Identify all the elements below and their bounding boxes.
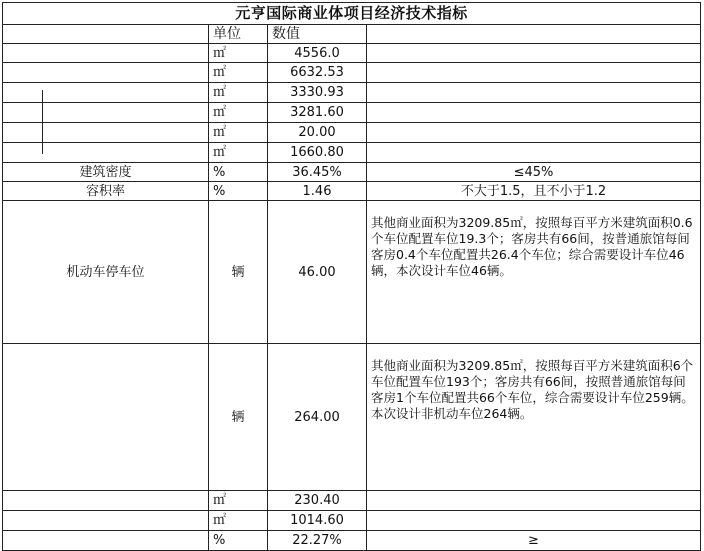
table-row	[3, 201, 701, 344]
row-value: 20.00	[268, 123, 367, 143]
row-note: ≥	[367, 531, 701, 551]
table-row	[3, 44, 701, 63]
table-row	[3, 163, 701, 182]
row-value: 46.00	[268, 201, 367, 344]
row-note	[367, 44, 701, 63]
row-label	[3, 83, 209, 103]
row-value: 4556.0	[268, 44, 367, 63]
row-label	[3, 103, 209, 123]
row-unit: ㎡	[209, 491, 268, 511]
row-unit: ㎡	[209, 44, 268, 63]
merged-cell-divider	[42, 90, 43, 154]
row-note	[367, 83, 701, 103]
row-unit: ㎡	[209, 83, 268, 103]
table-row	[3, 491, 701, 511]
row-label	[3, 123, 209, 143]
row-note: 其他商业面积为3209.85㎡，按照每百平方米建筑面积6个车位配置车位193个；客房共有66间，按照普通旅馆每间客房1个车位配置共66个车位，综合需要设计车位259辆。本次设计非机动车位264辆。	[367, 344, 701, 491]
row-unit: 辆	[209, 201, 268, 344]
header-name-cell	[3, 25, 209, 44]
row-unit: ㎡	[209, 123, 268, 143]
row-unit: ㎡	[209, 143, 268, 163]
row-note	[367, 123, 701, 143]
row-unit: ㎡	[209, 103, 268, 123]
row-note	[367, 143, 701, 163]
row-label: 建筑密度	[3, 163, 209, 182]
row-unit: %	[209, 182, 268, 201]
row-value: 1660.80	[268, 143, 367, 163]
table-row	[3, 83, 701, 103]
table-row	[3, 103, 701, 123]
header-note-cell	[367, 25, 701, 44]
table-row	[3, 511, 701, 531]
row-note	[367, 103, 701, 123]
row-value: 36.45%	[268, 163, 367, 182]
table-row	[3, 143, 701, 163]
table-row	[3, 344, 701, 491]
table-row	[3, 182, 701, 201]
table-row	[3, 63, 701, 83]
row-value: 3281.60	[268, 103, 367, 123]
indicator-table	[2, 2, 701, 551]
row-value: 22.27%	[268, 531, 367, 551]
row-unit: %	[209, 163, 268, 182]
row-unit: 辆	[209, 344, 268, 491]
table-row	[3, 531, 701, 551]
row-label	[3, 511, 209, 531]
row-label	[3, 531, 209, 551]
row-unit: ㎡	[209, 63, 268, 83]
row-label	[3, 44, 209, 63]
row-note: 其他商业面积为3209.85㎡，按照每百平方米建筑面积0.6个车位配置车位19.3个；客房共有66间，按普通旅馆每间客房0.4个车位配置共26.4个车位；综合需要设计车位46辆，本次设计车位46辆。	[367, 201, 701, 344]
row-note	[367, 63, 701, 83]
row-label: 容积率	[3, 182, 209, 201]
row-label	[3, 491, 209, 511]
row-unit: ㎡	[209, 511, 268, 531]
row-value: 1014.60	[268, 511, 367, 531]
row-label	[3, 63, 209, 83]
row-note	[367, 511, 701, 531]
row-value: 264.00	[268, 344, 367, 491]
row-value: 3330.93	[268, 83, 367, 103]
row-unit: %	[209, 531, 268, 551]
header-value: 数值	[268, 25, 367, 44]
indicator-sheet	[2, 2, 700, 548]
table-title: 元亨国际商业体项目经济技术指标	[3, 3, 701, 25]
row-label	[3, 143, 209, 163]
row-value: 6632.53	[268, 63, 367, 83]
header-unit: 单位	[209, 25, 268, 44]
row-label	[3, 344, 209, 491]
row-value: 230.40	[268, 491, 367, 511]
row-label: 机动车停车位	[3, 201, 209, 344]
row-note: 不大于1.5，且不小于1.2	[367, 182, 701, 201]
table-row	[3, 123, 701, 143]
row-value: 1.46	[268, 182, 367, 201]
row-note	[367, 491, 701, 511]
row-note: ≤45%	[367, 163, 701, 182]
